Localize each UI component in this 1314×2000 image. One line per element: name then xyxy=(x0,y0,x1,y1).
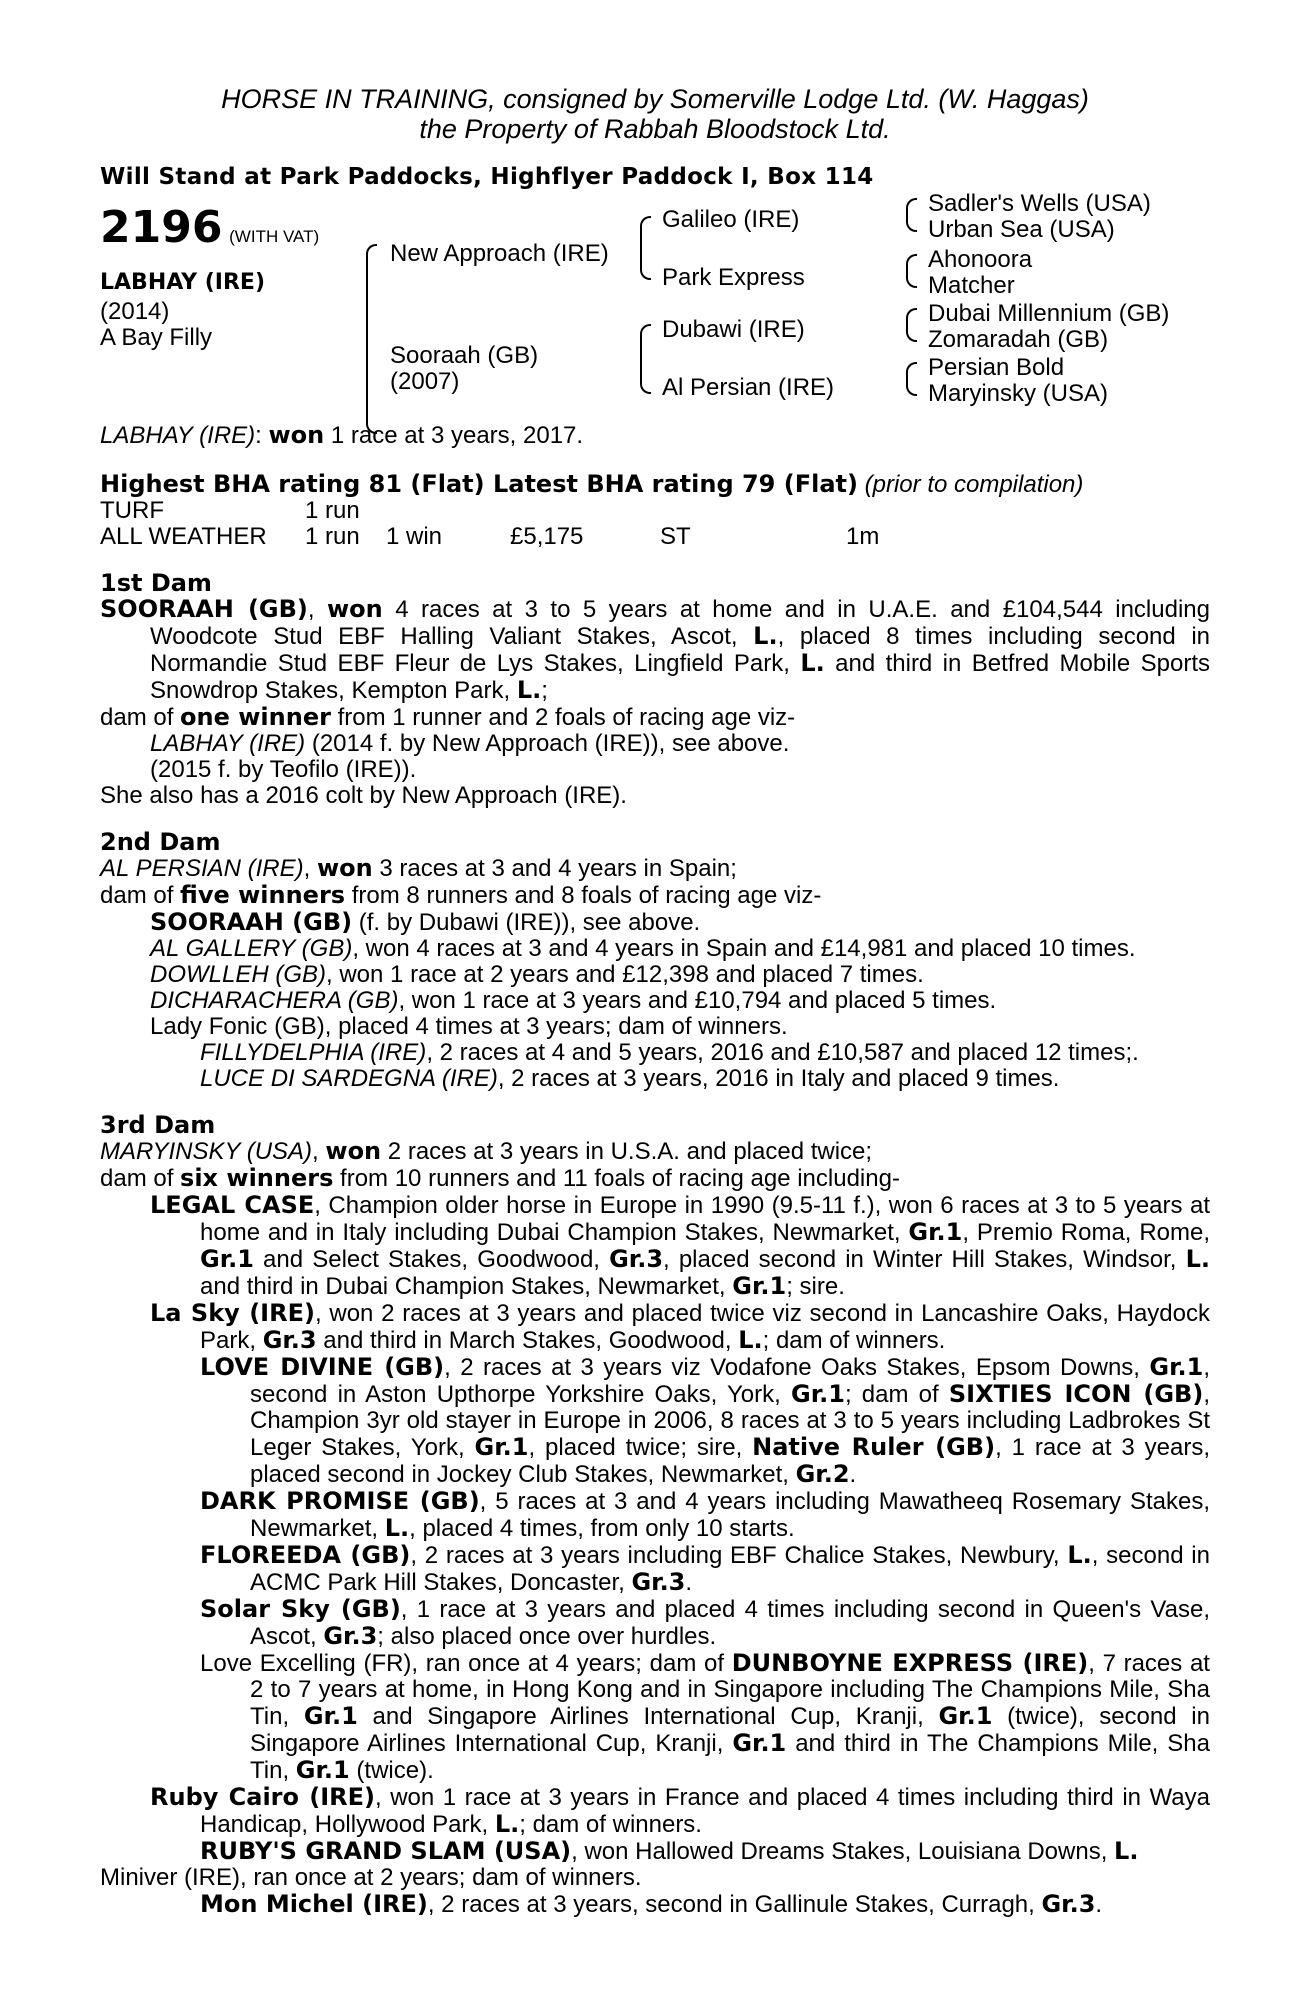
second-dam-produce-line: dam of five winners from 8 runners and 8 foals of racing age viz- xyxy=(100,881,822,909)
first-dam-heading: 1st Dam xyxy=(100,569,212,597)
pedigree-block xyxy=(100,190,1210,422)
third-dam-heading: 3rd Dam xyxy=(100,1111,216,1139)
dam-sire: Dubawi (IRE) xyxy=(662,316,805,343)
first-dam-produce-line: dam of one winner from 1 runner and 2 foals of racing age viz- xyxy=(100,703,796,731)
sire: New Approach (IRE) xyxy=(390,240,609,267)
horse-year: (2014) xyxy=(100,298,170,325)
produce-sooraah: SOORAAH (GB) (f. by Dubawi (IRE)), see above. xyxy=(150,908,701,936)
bracket-gen1 xyxy=(366,244,377,434)
consignor-header xyxy=(100,84,1210,144)
record-row-turf: TURF 1 run xyxy=(100,497,360,524)
third-dam-produce-line: dam of six winners from 10 runners and 11 foals of racing age including- xyxy=(100,1164,900,1192)
bracket-sd xyxy=(906,254,917,288)
horse-name: LABHAY (IRE) xyxy=(100,270,265,295)
bracket-ss xyxy=(906,198,917,232)
race-record xyxy=(100,422,1210,1918)
ss-dam: Urban Sea (USA) xyxy=(928,216,1115,243)
lot-number-row xyxy=(100,202,319,253)
first-dam-entry: SOORAAH (GB), won 4 races at 3 to 5 years at home and in U.A.E. and £104,544 including Woodcote Stud EBF Halling Valiant Stakes, Ascot, L., placed 8 times including second in Normandie Stud EBF Fleur de Lys Stakes, Lingfield Park, L. and third in Betfred Mobile Sports Snowdrop Stakes, Kempton Park, L.; xyxy=(100,595,1211,704)
sd-dam: Matcher xyxy=(928,272,1015,299)
second-dam-section xyxy=(100,829,1210,1092)
vat-note: (WITH VAT) xyxy=(229,227,320,246)
sire-dam: Park Express xyxy=(662,264,805,291)
bracket-dam xyxy=(640,324,651,394)
rating-line: Highest BHA rating 81 (Flat) Latest BHA rating 79 (Flat) (prior to compilation) xyxy=(100,470,1084,498)
produce-love-excelling: Love Excelling (FR), ran once at 4 years; dam of DUNBOYNE EXPRESS (IRE), 7 races at 2 to 7 years at home, in Hong Kong and in Singapore including The Champions Mile, Sha Tin, Gr.1 and Singapore Airlines International Cup, Kranji, Gr.1 (twice), second in Singapore Airlines International Cup, Kranji, Gr.1 and third in The Champions Mile, Sha Tin, Gr.1 (twice). xyxy=(200,1649,1210,1784)
third-dam-entry: MARYINSKY (USA), won 2 races at 3 years in U.S.A. and placed twice; xyxy=(100,1137,873,1165)
dd-sire: Persian Bold xyxy=(928,354,1065,381)
produce-mon-michel: Mon Michel (IRE), 2 races at 3 years, second in Gallinule Stakes, Curragh, Gr.3. xyxy=(200,1890,1103,1918)
race-summary: LABHAY (IRE): won 1 race at 3 years, 2017. xyxy=(100,421,584,449)
ss-sire: Sadler's Wells (USA) xyxy=(928,190,1151,217)
header-line-2: the Property of Rabbah Bloodstock Ltd. xyxy=(419,114,891,144)
produce-2015: (2015 f. by Teofilo (IRE)). xyxy=(150,756,417,783)
stand-location: Will Stand at Park Paddocks, Highflyer Paddock I, Box 114 xyxy=(100,164,874,190)
record-row-all-weather: ALL WEATHER 1 run 1 win £5,175 ST 1m xyxy=(100,523,880,550)
dam-dam: Al Persian (IRE) xyxy=(662,374,835,401)
first-dam-section xyxy=(100,570,1210,809)
produce-luce-di-sardegna: LUCE DI SARDEGNA (IRE), 2 races at 3 years, 2016 in Italy and placed 9 times. xyxy=(200,1065,1060,1092)
produce-lady-fonic: Lady Fonic (GB), placed 4 times at 3 years; dam of winners. xyxy=(150,1013,788,1040)
bracket-dd xyxy=(906,362,917,396)
second-dam-entry: AL PERSIAN (IRE), won 3 races at 3 and 4 years in Spain; xyxy=(100,854,737,882)
produce-rubys-grand-slam: RUBY'S GRAND SLAM (USA), won Hallowed Dreams Stakes, Louisiana Downs, L. xyxy=(200,1837,1139,1865)
lot-number: 2196 xyxy=(100,202,223,253)
produce-fillydelphia: FILLYDELPHIA (IRE), 2 races at 4 and 5 years, 2016 and £10,587 and placed 12 times;. xyxy=(200,1039,1139,1066)
bracket-ds xyxy=(906,308,917,342)
produce-love-divine: LOVE DIVINE (GB), 2 races at 3 years viz Vodafone Oaks Stakes, Epsom Downs, Gr.1, second in Aston Upthorpe Yorkshire Oaks, York, Gr.1; dam of SIXTIES ICON (GB), Champion 3yr old stayer in Europe in 2006, 8 races at 3 to 5 years including Ladbrokes St Leger Stakes, York, Gr.1, placed twice; sire, Native Ruler (GB), 1 race at 3 years, placed second in Jockey Club Stakes, Newmarket, Gr.2. xyxy=(200,1353,1210,1488)
ds-sire: Dubai Millennium (GB) xyxy=(928,300,1170,327)
produce-solar-sky: Solar Sky (GB), 1 race at 3 years and placed 4 times including second in Queen's Vase, Ascot, Gr.3; also placed once over hurdles. xyxy=(200,1595,1211,1650)
dam-year: (2007) xyxy=(390,368,460,395)
horse-description: A Bay Filly xyxy=(100,324,213,351)
header-line-1: HORSE IN TRAINING, consigned by Somerville Lodge Ltd. (W. Haggas) xyxy=(221,84,1089,114)
dam: Sooraah (GB) xyxy=(390,342,539,369)
produce-floreeda: FLOREEDA (GB), 2 races at 3 years including EBF Chalice Stakes, Newbury, L., second in ACMC Park Hill Stakes, Doncaster, Gr.3. xyxy=(200,1541,1210,1596)
produce-2016-note: She also has a 2016 colt by New Approach (IRE). xyxy=(100,782,627,809)
bracket-sire xyxy=(640,216,651,280)
produce-la-sky: La Sky (IRE), won 2 races at 3 years and placed twice viz second in Lancashire Oaks, Haydock Park, Gr.3 and third in March Stakes, Goodwood, L.; dam of winners. xyxy=(150,1299,1210,1354)
produce-legal-case: LEGAL CASE, Champion older horse in Europe in 1990 (9.5-11 f.), won 6 races at 3 to 5 years at home and in Italy including Dubai Champion Stakes, Newmarket, Gr.1, Premio Roma, Rome, Gr.1 and Select Stakes, Goodwood, Gr.3, placed second in Winter Hill Stakes, Windsor, L. and third in Dubai Champion Stakes, Newmarket, Gr.1; sire. xyxy=(150,1191,1210,1300)
sd-sire: Ahonoora xyxy=(928,246,1033,273)
produce-dicharachera: DICHARACHERA (GB), won 1 race at 3 years and £10,794 and placed 5 times. xyxy=(150,987,997,1014)
produce-dowlleh: DOWLLEH (GB), won 1 race at 2 years and £12,398 and placed 7 times. xyxy=(150,961,924,988)
sire-sire: Galileo (IRE) xyxy=(662,206,800,233)
produce-al-gallery: AL GALLERY (GB), won 4 races at 3 and 4 years in Spain and £14,981 and placed 10 times. xyxy=(150,935,1136,962)
third-dam-section xyxy=(100,1112,1210,1918)
ds-dam: Zomaradah (GB) xyxy=(928,326,1109,353)
dd-dam: Maryinsky (USA) xyxy=(928,380,1109,407)
second-dam-heading: 2nd Dam xyxy=(100,828,221,856)
catalogue-page xyxy=(100,84,1210,1918)
produce-ruby-cairo: Ruby Cairo (IRE), won 1 race at 3 years in France and placed 4 times including third in Waya Handicap, Hollywood Park, L.; dam of winners. xyxy=(150,1783,1211,1838)
produce-dark-promise: DARK PROMISE (GB), 5 races at 3 and 4 years including Mawatheeq Rosemary Stakes, Newmarket, L., placed 4 times, from only 10 starts. xyxy=(200,1487,1211,1542)
produce-miniver: Miniver (IRE), ran once at 2 years; dam of winners. xyxy=(100,1864,642,1891)
produce-labhay: LABHAY (IRE) (2014 f. by New Approach (IRE)), see above. xyxy=(150,730,790,757)
